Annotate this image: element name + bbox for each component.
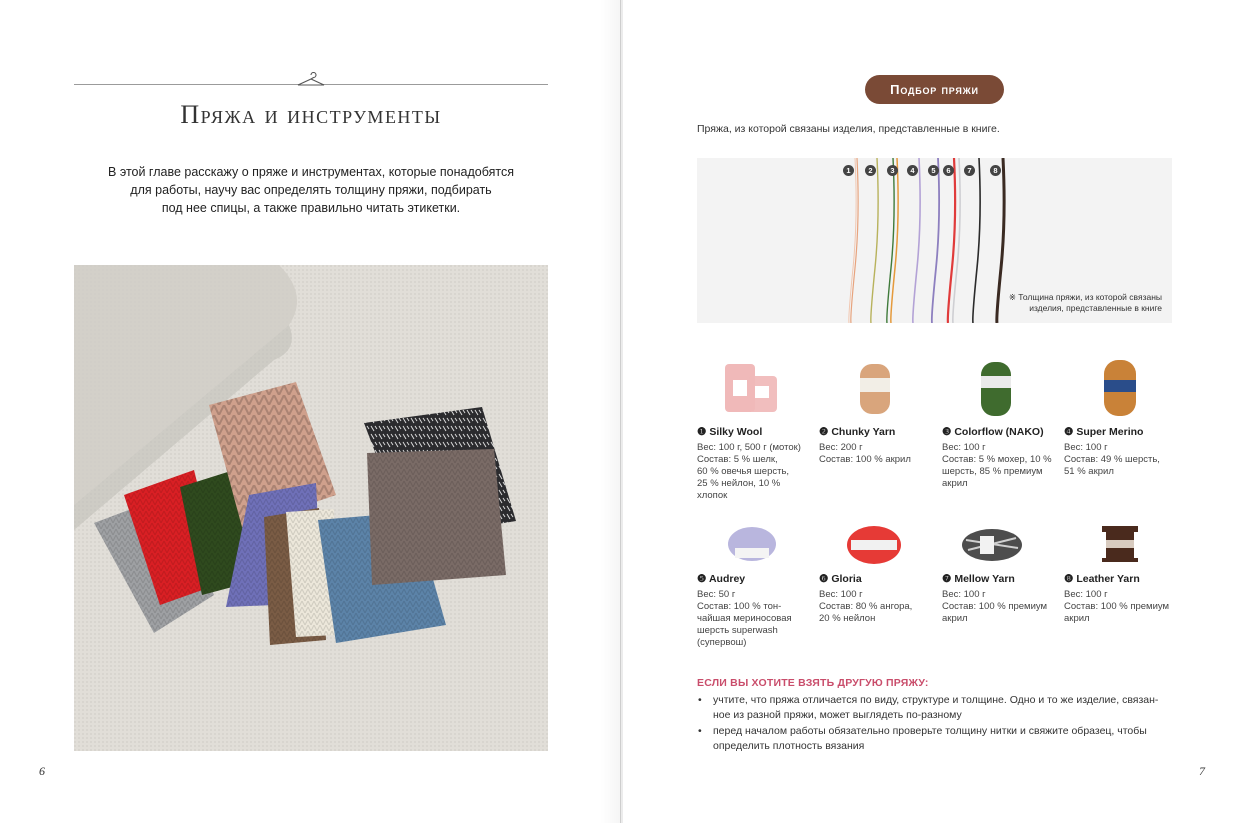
thread-number: 2 — [865, 165, 876, 176]
yarn-cone-icon — [719, 358, 785, 416]
yarn-name: ❼ Mellow Yarn — [942, 573, 1015, 585]
yarn-name: ❶ Silky Wool — [697, 426, 763, 438]
thread-number: 6 — [943, 165, 954, 176]
thread-note-line: ※ Толщина пряжи, из которой связаны — [1008, 292, 1162, 302]
yarn-description: Вес: 100 г Состав: 80 % ангора, 20 % нейлон — [819, 589, 913, 624]
page-number-left: 6 — [39, 764, 45, 778]
yarn-thread — [871, 158, 878, 323]
yarn-skein-icon — [960, 526, 1024, 564]
chapter-title: Пряжа и инструменты — [180, 100, 442, 129]
yarn-spool-icon — [1098, 524, 1142, 564]
yarn-thread — [913, 158, 920, 323]
page-number-right: 7 — [1199, 764, 1205, 778]
yarn-skein-icon — [725, 524, 779, 564]
thread-number: 4 — [907, 165, 918, 176]
hanger-icon — [296, 72, 326, 88]
yarn-thread — [997, 158, 1004, 323]
intro-line: под нее спицы, а также правильно читать этикетки. — [161, 201, 461, 215]
yarn-skein-icon — [845, 524, 903, 566]
yarn-thickness-panel — [697, 158, 1172, 323]
yarn-thread — [932, 158, 939, 323]
thread-note-line: изделия, представленные в книге — [1029, 303, 1162, 313]
thread-number: 8 — [990, 165, 1001, 176]
yarn-description: Вес: 100 г Состав: 100 % премиум акрил — [1064, 589, 1170, 624]
yarn-description: Вес: 200 г Состав: 100 % акрил — [819, 442, 911, 465]
yarn-thread — [973, 158, 980, 323]
yarn-ball-icon — [855, 360, 895, 416]
thread-number: 5 — [928, 165, 939, 176]
yarn-name: ❻ Gloria — [819, 573, 862, 585]
yarn-description: Вес: 100 г Состав: 49 % шерсть, 51 % акрил — [1064, 442, 1160, 477]
intro-line: для работы, научу вас определять толщину пряжи, подбирать — [130, 183, 492, 197]
yarn-ball-icon — [1098, 358, 1142, 418]
thread-number: 1 — [843, 165, 854, 176]
knitted-swatches-image — [74, 265, 548, 751]
yarn-ball-icon — [976, 360, 1016, 418]
tip-item: • перед началом работы обязательно проверьте толщину нитки и свяжите образец, чтобы определить плотность вязания — [697, 724, 1167, 754]
gutter-shadow — [600, 0, 621, 823]
yarn-name: ❹ Super Merino — [1064, 426, 1144, 438]
swatches-photo — [74, 265, 548, 751]
yarn-name: ❽ Leather Yarn — [1064, 573, 1140, 585]
thread-note — [1009, 292, 1162, 314]
thread-number: 3 — [887, 165, 898, 176]
yarn-name: ❸ Colorflow (NAKO) — [942, 426, 1044, 438]
thread-number: 7 — [964, 165, 975, 176]
tips-list — [697, 693, 1167, 755]
chapter-intro — [80, 163, 542, 217]
section-badge: Подбор пряжи — [865, 75, 1004, 104]
yarn-description: Вес: 100 г Состав: 100 % премиум акрил — [942, 589, 1048, 624]
yarn-description: Вес: 100 г Состав: 5 % мохер, 10 % шерсть, 85 % премиум акрил — [942, 442, 1052, 489]
yarn-thread — [851, 158, 858, 323]
yarn-name: ❷ Chunky Yarn — [819, 426, 896, 438]
yarn-name: ❺ Audrey — [697, 573, 746, 585]
intro-line: В этой главе расскажу о пряже и инструментах, которые понадобятся — [108, 165, 514, 179]
section-subtitle: Пряжа, из которой связаны изделия, представленные в книге. — [697, 123, 1000, 135]
yarn-thread — [887, 158, 894, 323]
yarn-description: Вес: 100 г, 500 г (моток) Состав: 5 % шелк, 60 % овечья шерсть, 25 % нейлон, 10 % хлопок — [697, 442, 801, 501]
tip-item: • учтите, что пряжа отличается по виду, структуре и толщине. Одно и то же изделие, связан- ное из разной пряжи, может выглядеть по-разному — [697, 693, 1167, 723]
yarn-description: Вес: 50 г Состав: 100 % тон- чайшая мериносовая шерсть superwash (супервош) — [697, 589, 792, 648]
tip-heading: ЕСЛИ ВЫ ХОТИТЕ ВЗЯТЬ ДРУГУЮ ПРЯЖУ: — [697, 677, 929, 689]
